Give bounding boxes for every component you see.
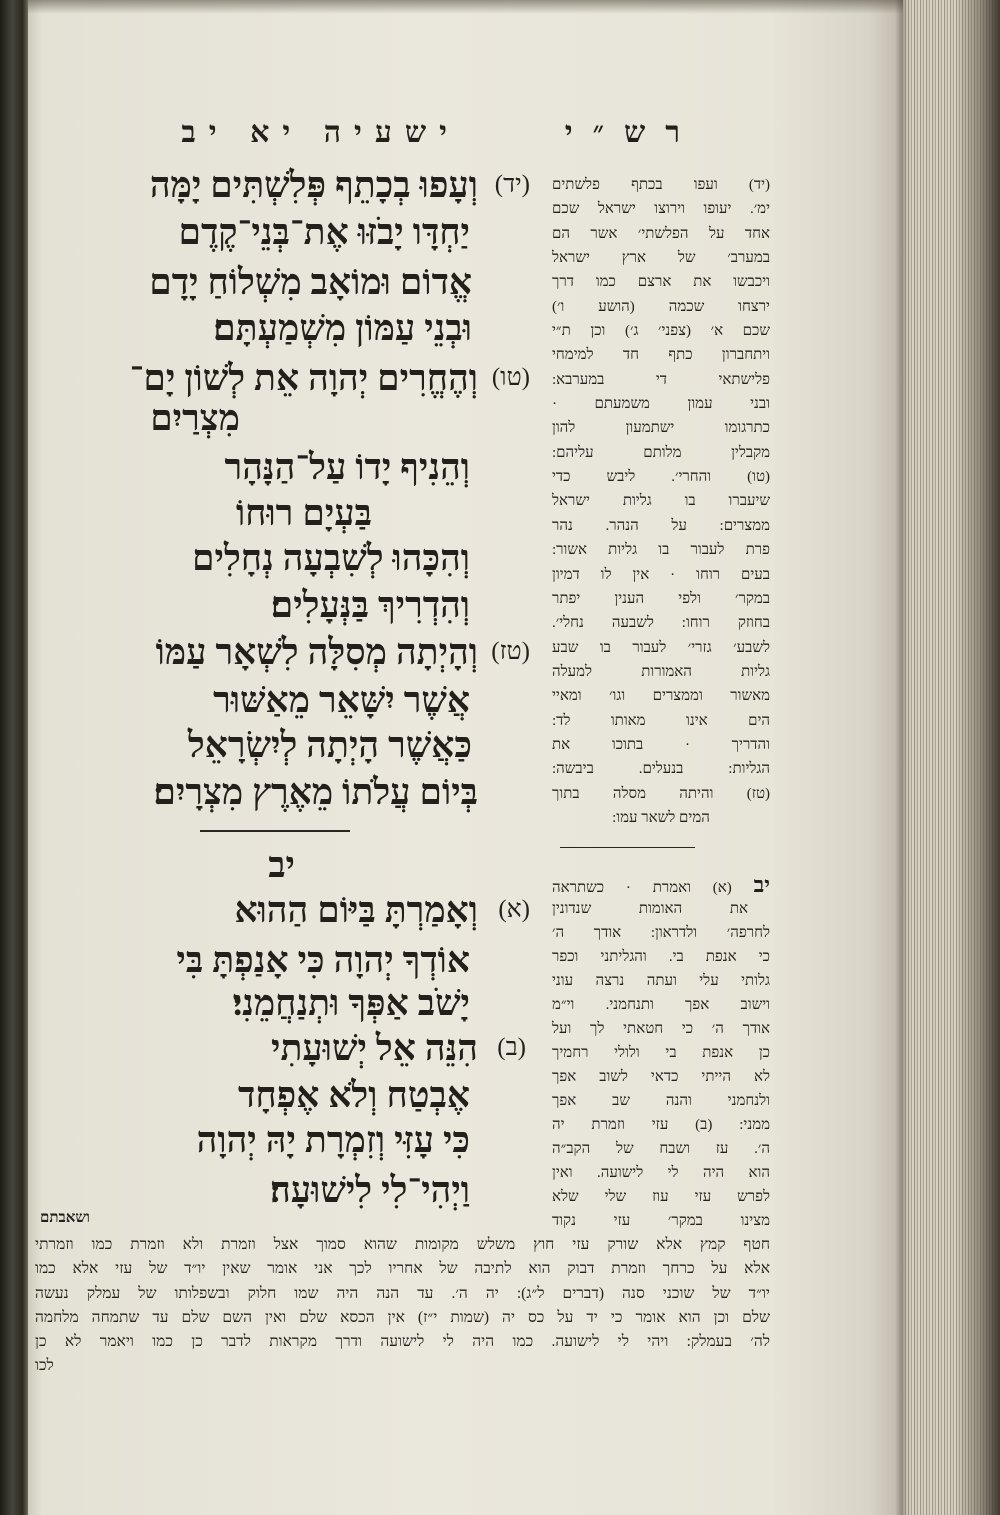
rashi-line: גלותי עלי ועתה נרצה עוני [552,973,770,989]
main-text-line: וְאָמַרְתָּ בַּיּוֹם הַהוּא [234,890,478,930]
main-text-line: בַּעְיָם רוּחוֹ [235,493,372,533]
main-text-line: יַחְדָּו יָבֹזּוּ אֶת־בְּנֵי־קֶדֶם [178,212,470,252]
rashi-line: בחוזק רוחו: לשבעה נחלי׳. [552,615,770,632]
rashi-line: כתרגומו ישתמעון להון [552,420,770,437]
book-cover-edge [958,0,1000,1515]
main-text-line: אוֹדְךָ יְהוָה כִּי אָנַפְתָּ בִּי [176,940,470,980]
verse-number: (טז) [491,638,530,665]
rashi-line: לשבע׳ גזרי׳ לעבור בו שבע [552,639,770,656]
chapter-heading: יב [268,845,295,885]
rashi-line: ויתחברון כתף חד למימחי [552,347,770,364]
rashi-line: כן אנפת בי ולולי רחמיך [552,1045,770,1061]
rashi-line: אודך ה׳ כי חטאתי לך ועל [552,1021,770,1037]
book-binding [0,0,28,1515]
commentary-line: חטף קמץ אלא שורק עזי חוץ משלש מקומות שהוא סמוך אצל וזמרת ולא וזמרת כמו וזמרתי [35,1236,770,1253]
rashi-line: לא הייתי כדאי לשוב אפך [552,1069,770,1085]
catchword: ושאבתם [40,1210,90,1226]
main-text-line: וְהָיְתָה מְסִלָּה לִשְׁאָר עַמּוֹ [155,632,478,672]
rashi-line: המים לשאר עמו: [612,809,710,826]
commentary-line: לה׳ בעמלק: ויהי לי לישועה. כמו היה לי לישועה ודרך מקראות לדבר כן כמו ויאמר לא כן [35,1333,770,1351]
rashi-line: ממני: (ב) עזי וזמרת יה [552,1117,770,1133]
main-text-line: בְּיוֹם עֲלֹתוֹ מֵאֶרֶץ מִצְרָיִם׃ [153,772,478,812]
rashi-line: ובני עמון משמעתם · [552,396,770,413]
main-text-line: וְעָפוּ בְכָתֵף פְּלִשְׁתִּים יָמָּה [149,165,478,205]
main-text-line: וְהֶחֱרִים יְהוָה אֵת לְשׁוֹן יָם־ [129,358,478,398]
rashi-commentary-ch11 [552,173,770,830]
rashi-line: שכם א׳ (צפני׳ ג׳) וכן ת״י [552,323,770,340]
rashi-line: שיעברו בו גליות ישראל [552,493,770,510]
commentary-line: שלם וכן הוא אומר כי יד על כס יה (שמות י״ז) אין הכסא שלם ואין השם שלם עד שתמחה מלחמה [35,1308,770,1326]
verse-number: (א) [498,896,530,923]
rashi-line: לחרפה׳ ולדראון: אודך ה׳ [552,925,770,941]
running-header-commentary: רש״י [564,116,700,149]
rashi-line: (טז) והיתה מסלה בתוך [552,785,770,802]
main-text-line: אֱדוֹם וּמוֹאָב מִשְׁלוֹחַ יָדָם [149,262,472,302]
main-text-line: כִּי עָזִּי וְזִמְרָת יָהּ יְהוָה [196,1120,470,1160]
rashi-commentary-continuation [35,1233,770,1379]
rashi-line-text: (א) ואמרת · כשתראה [552,880,732,896]
commentary-line: לכו [35,1357,54,1375]
rashi-line: ירצחו שכמה (הושע ו׳) [552,298,770,315]
rashi-line: גליות האמורות למעלה [552,663,770,680]
rashi-line: אחד על הפלשתי׳ אשר הם [552,225,770,242]
main-text-line: וּבְנֵי עַמּוֹן מִשְׁמַעְתָּם׃ [213,308,472,348]
main-text-line: אֶבְטַח וְלֹא אֶפְחָד [238,1075,470,1115]
rashi-line: (יד) ועפו בכתף פלשתים [552,177,770,193]
main-text-line: אֲשֶׁר יִשָּׁאֵר מֵאַשּׁוּר [213,680,470,720]
running-header-book: ישעיה יא יב [181,116,460,149]
rashi-line: במערב׳ של ארץ ישראל [552,250,770,267]
commentary-line: יו״ד של שוכני סנה (דברים ל״ג): יה ה׳. עד הנה היה שמו חלוק ובשפלותו של עמלק נעשה [35,1284,770,1302]
main-text-line: יָשֹׁב אַפְּךָ וּתְנַחֲמֵנִי׃ [232,983,470,1023]
rashi-line: הגליות: בנעלים. ביבשה: [552,761,770,778]
rashi-line: פרת לעבור בו גליות אשור: [552,542,770,559]
verse-number: (יד) [494,171,530,198]
rashi-line: הים אינו מאותו לד: [552,712,770,729]
main-text-line: וְהִדְרִיךְ בַּנְּעָלִים׃ [270,585,470,625]
verse-number: (ב) [497,1034,526,1061]
rashi-line: כי אנפת בי. והגליתני וכפר [552,949,770,965]
rashi-line: ויכבשו את ארצם כמו דרך [552,274,770,291]
rashi-line: בעים רוחו · אין לו דמיון [552,566,770,583]
verse-number: (טו) [491,364,530,391]
rashi-line: ה׳. עז ושבח של הקב״ה [552,1141,770,1157]
main-text-line: כַּאֲשֶׁר הָיְתָה לְיִשְׂרָאֵל [187,725,472,765]
rashi-line: מקבלין מלותם עליהם: [552,444,770,461]
rashi-chapter-label: יב [753,872,770,897]
page-top-edge [28,0,903,14]
rashi-line: וישוב אפך ותנחמני. וי״מ [552,997,770,1013]
main-text-line: וְהִכָּהוּ לְשִׁבְעָה נְחָלִים [192,538,470,578]
chapter-divider-rule [200,830,350,832]
rashi-line: (טו) והחרי׳. ליבש כדי [552,469,770,486]
rashi-line [552,873,770,897]
main-text-line: וַיְהִי־לִי לִישׁוּעָה׃ [270,1170,470,1210]
main-text-line: הִנֵּה אֵל יְשׁוּעָתִי [271,1028,478,1068]
main-text-line: מִצְרַיִם [150,398,240,438]
rashi-line: ימ׳. יעופו וירוצו ישראל שכם [552,201,770,218]
commentary-line: אלא על כרחך וזמרת דבוק הוא לתיבה של אחריו לכך אני אומר שאין יו״ד של עזי אלא כמו [35,1260,770,1278]
main-text-line: וְהֵנִיף יָדוֹ עַל־הַנָּהָר [224,447,470,487]
rashi-line: ולנחמני והנה שב אפך [552,1093,770,1109]
rashi-line: והדריך · בתוכו את [552,736,770,753]
page-edge-shadow [895,0,909,1515]
rashi-line: לפרש עזי עוז שלי שלא [552,1189,770,1205]
rashi-line: את האומות שנדונין [552,901,748,917]
rashi-commentary-ch12 [552,873,770,1233]
rashi-line: ממצרים: על הנהר. נהר [552,517,770,534]
rashi-line: פלישתאי די במערבא: [552,371,770,388]
rashi-line: במקר׳ ולפי הענין יפתר [552,590,770,607]
rashi-line: הוא היה לי לישועה. ואין [552,1165,770,1181]
rashi-line: מאשור וממצרים וגו׳ ומאיי [552,688,770,705]
commentary-divider-rule [560,847,695,848]
rashi-line: מצינו במקר׳ עזי נקוד [552,1213,770,1229]
